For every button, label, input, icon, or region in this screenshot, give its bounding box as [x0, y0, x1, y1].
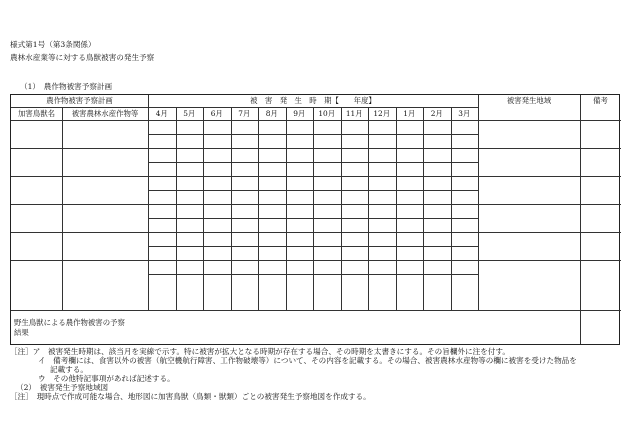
section-2-note: ［注］ 現時点で作成可能な場合、地形図に加害鳥獣（鳥類・獣類）ごとの被害発生予察地図を作成する。 — [10, 392, 371, 401]
form-number: 様式第1号（第3条関係） — [10, 40, 96, 49]
month-header: 4月 — [155, 109, 168, 118]
grid-line-month-3 — [231, 107, 232, 310]
grid-line-result — [11, 310, 621, 311]
result-label-line-1: 野生鳥獣による農作物被害の予察 — [14, 318, 125, 327]
grid-line-subrow-1 — [148, 134, 478, 135]
month-header: 5月 — [183, 109, 196, 118]
grid-line-subrow-6 — [148, 274, 478, 275]
grid-line-plan-period — [148, 95, 149, 310]
grid-line-month-2 — [203, 107, 204, 310]
grid-line-row-1 — [11, 148, 621, 149]
document-title: 農林水産業等に対する鳥獣被害の発生予察 — [10, 53, 155, 62]
grid-line-month-1 — [176, 107, 177, 310]
month-header: 1月 — [403, 109, 416, 118]
section-2-heading: （2） 被害発生予察地域図 — [16, 383, 109, 392]
grid-line-row-2 — [11, 176, 621, 177]
column-crop: 被害農林水産作物等 — [71, 109, 139, 118]
grid-line-header-1 — [11, 107, 478, 108]
grid-line-subrow-2 — [148, 162, 478, 163]
grid-line-month-8 — [368, 107, 369, 310]
forecast-table — [10, 94, 620, 345]
grid-line-subrow-5 — [148, 246, 478, 247]
month-header: 9月 — [293, 109, 306, 118]
grid-line-header-2 — [11, 120, 621, 121]
grid-line-location-remarks — [580, 95, 581, 344]
grid-line-month-6 — [313, 107, 314, 310]
note-c: ウ その他特記事項があれば記述する。 — [38, 374, 175, 383]
grid-line-animal-crop — [62, 107, 63, 310]
grid-line-month-11 — [451, 107, 452, 310]
section-1-heading: （1） 農作物被害予察計画 — [20, 82, 113, 91]
grid-line-month-9 — [396, 107, 397, 310]
month-header: 2月 — [430, 109, 443, 118]
grid-line-month-5 — [286, 107, 287, 310]
grid-line-month-10 — [423, 107, 424, 310]
result-label-line-2: 結果 — [14, 328, 29, 337]
month-header: 10月 — [318, 109, 336, 118]
grid-line-month-7 — [341, 107, 342, 310]
month-header: 8月 — [265, 109, 278, 118]
month-header: 11月 — [345, 109, 363, 118]
grid-line-month-4 — [258, 107, 259, 310]
month-header: 12月 — [373, 109, 391, 118]
grid-line-row-4 — [11, 232, 621, 233]
note-a: ［注］ア 被害発生時期は、該当月を実線で示す。特に被害が拡大となる時期が存在する場合、その時期を太書きにする。その旨欄外に注を付す。 — [10, 347, 510, 356]
grid-line-subrow-4 — [148, 218, 478, 219]
grid-line-subrow-3 — [148, 190, 478, 191]
month-header: 6月 — [210, 109, 223, 118]
location-header: 被害発生地域 — [506, 96, 552, 105]
note-b-cont: 記載する。 — [50, 365, 88, 374]
month-header: 3月 — [458, 109, 471, 118]
plan-header: 農作物被害予察計画 — [46, 96, 113, 105]
column-animal-name: 加害鳥獣名 — [18, 109, 55, 118]
month-header: 7月 — [238, 109, 251, 118]
remarks-header: 備考 — [593, 96, 608, 105]
grid-line-row-3 — [11, 204, 621, 205]
grid-line-period-location — [478, 95, 479, 310]
grid-line-row-5 — [11, 260, 621, 261]
period-header: 被 害 発 生 時 期【 年度】 — [250, 96, 376, 105]
note-b: イ 備考欄には、食害以外の被害（航空機航行障害、工作物破壊等）について、その内容を記載する。その場合、被害農林水産物等の欄に被害を受けた物品を — [38, 356, 577, 365]
